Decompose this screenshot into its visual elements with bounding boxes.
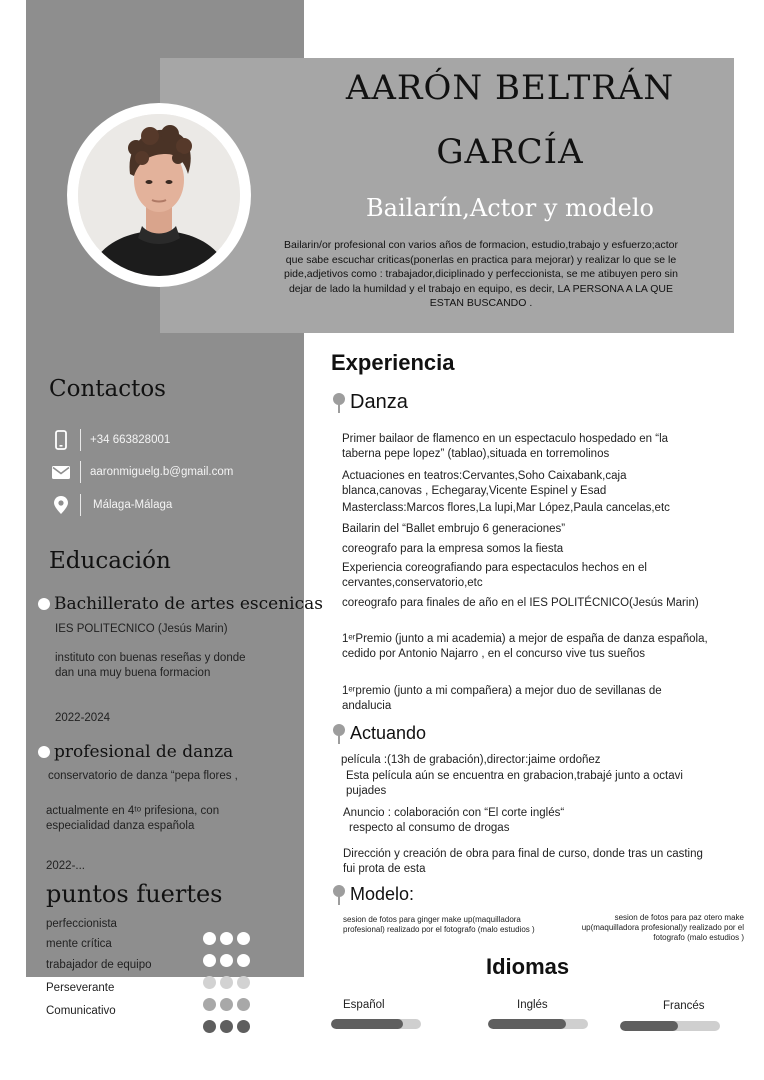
strengths-heading: puntos fuertes <box>46 880 223 908</box>
decor-dots-row <box>203 932 250 945</box>
portrait-illustration <box>78 114 240 276</box>
contact-location-row <box>52 493 172 517</box>
education-heading: Educación <box>49 548 171 574</box>
decor-dot <box>203 954 216 967</box>
strength-item: trabajador de equipo <box>46 959 152 971</box>
strength-item: Comunicativo <box>46 1005 116 1017</box>
profile-photo <box>78 114 240 276</box>
decor-dots-row <box>203 954 250 967</box>
acting-section-title: Actuando <box>350 723 427 743</box>
modeling-section-title: Modelo: <box>350 884 415 904</box>
decor-dot <box>220 976 233 989</box>
dance-section-heading <box>333 391 408 414</box>
acting-section-heading <box>333 723 426 744</box>
decor-dots-row <box>203 976 250 989</box>
pin-icon <box>333 885 345 905</box>
language-level-fill <box>620 1021 678 1031</box>
profession-subtitle: Bailarín,Actor y modelo <box>366 194 654 222</box>
language-level-bar <box>488 1019 588 1029</box>
decor-dot <box>220 998 233 1011</box>
dance-item: Masterclass:Marcos flores,La lupi,Mar López,Paula cancelas,etc <box>342 502 670 514</box>
modeling-section-heading <box>333 884 414 905</box>
experience-heading: Experiencia <box>331 350 455 375</box>
dance-item: coreografo para finales de año en el IES POLITÉCNICO(Jesús Marin) <box>342 597 699 609</box>
acting-item: Dirección y creación de obra para final de curso, donde tras un casting fui prota de esta <box>343 848 703 875</box>
contact-location: Málaga-Málaga <box>93 499 173 511</box>
location-pin-icon <box>52 494 70 516</box>
contacts-heading: Contactos <box>49 376 166 402</box>
contact-separator <box>80 429 81 451</box>
contact-separator <box>80 494 81 516</box>
modeling-item: sesion de fotos para paz otero make up(maquilladora profesional)y realizado por el fotografo (malo estudios ) <box>581 913 744 942</box>
contact-phone[interactable]: +34 663828001 <box>90 434 171 446</box>
decor-dot <box>203 998 216 1011</box>
education-title-text: Bachillerato de artes escenicas <box>54 594 323 614</box>
language-level-bar <box>331 1019 421 1029</box>
dance-item: Experiencia coreografiando para espectaculos hechos en el cervantes,conservatorio,etc <box>342 562 647 589</box>
education-item-title <box>38 594 323 614</box>
decor-dot <box>203 932 216 945</box>
strength-item: perfeccionista <box>46 918 117 930</box>
dance-item: Primer bailaor de flamenco en un espectaculo hospedado en “la taberna pepe lopez” (tablao),situada en torremolinos <box>342 433 669 460</box>
acting-item: Anuncio : colaboración con “El corte inglés“ <box>343 807 565 819</box>
modeling-item: sesion de fotos para ginger make up(maquilladora profesional) realizado por el fotografo (malo estudios ) <box>343 915 535 934</box>
education-title-text: profesional de danza <box>54 742 234 762</box>
education-description: instituto con buenas reseñas y donde dan una muy buena formacion <box>55 652 246 679</box>
acting-item: respecto al consumo de drogas <box>349 822 510 834</box>
profile-summary: Bailarin/or profesional con varios años de formacion, estudio,trabajo y esfuerzo;actor que sabe escuchar criticas(ponerlas en practica para mejorar) y realizar lo que se le pide,adjetivos como : trabajador,diciplinado y perfeccionista, se me atibuyen pero sin dejar de lado la humildad y el trabajo en equipo, es decir, LA PERSONA A LA QUE ESTAN BUSCANDO . <box>284 239 678 309</box>
acting-item: Esta película aún se encuentra en grabacion,trabajé junto a octavi pujades <box>346 770 683 797</box>
language-name: Español <box>343 999 385 1011</box>
education-school: conservatorio de danza “pepa flores , <box>48 770 238 782</box>
language-name: Francés <box>663 1000 705 1012</box>
education-item-title <box>38 742 233 762</box>
mail-icon <box>52 461 70 483</box>
phone-icon <box>52 429 70 451</box>
education-years: 2022-2024 <box>55 712 110 724</box>
languages-heading: Idiomas <box>486 954 570 979</box>
bullet-dot-icon <box>38 598 50 610</box>
pin-icon <box>333 724 345 744</box>
bullet-dot-icon <box>38 746 50 758</box>
decor-dot <box>220 1020 233 1033</box>
decor-dots-row <box>203 1020 250 1033</box>
education-description: actualmente en 4ᵗᵒ prifesiona, con especialidad danza española <box>46 805 220 832</box>
decor-dot <box>220 932 233 945</box>
decor-dot <box>237 954 250 967</box>
contact-email-row <box>52 460 233 484</box>
dance-item: Bailarin del “Ballet embrujo 6 generaciones” <box>342 523 566 535</box>
decor-dot <box>203 976 216 989</box>
dance-item: 1ᵉʳpremio (junto a mi compañera) a mejor duo de sevillanas de andalucia <box>342 685 662 712</box>
dance-item: Actuaciones en teatros:Cervantes,Soho Caixabank,caja blanca,canovas , Echegaray,Vicente Espinel y Esad <box>342 470 627 497</box>
dance-item: 1ᵉʳPremio (junto a mi academia) a mejor de españa de danza española, cedido por Antonio Najarro , en el concurso vive tus sueños <box>342 633 708 660</box>
decor-dot <box>220 954 233 967</box>
acting-item: película :(13h de grabación),director:jaime ordoñez <box>341 754 601 766</box>
dance-item: coreografo para la empresa somos la fiesta <box>342 543 564 555</box>
language-name: Inglés <box>517 999 548 1011</box>
decor-dot <box>237 932 250 945</box>
contact-email[interactable]: aaronmiguelg.b@gmail.com <box>90 466 234 478</box>
language-level-fill <box>331 1019 403 1029</box>
decor-dot <box>237 976 250 989</box>
decor-dot <box>237 1020 250 1033</box>
contact-phone-row <box>52 428 170 452</box>
name-line-2: GARCÍA <box>436 132 584 172</box>
strength-item: Perseverante <box>46 982 115 994</box>
name-line-1: AARÓN BELTRÁN <box>345 68 675 108</box>
decor-dot <box>237 998 250 1011</box>
language-level-bar <box>620 1021 720 1031</box>
strength-item: mente crítica <box>46 938 112 950</box>
language-level-fill <box>488 1019 566 1029</box>
decor-dot <box>203 1020 216 1033</box>
education-years: 2022-... <box>46 860 85 872</box>
contact-separator <box>80 461 81 483</box>
decor-dots-row <box>203 998 250 1011</box>
pin-icon <box>333 393 345 413</box>
dance-section-title: Danza <box>350 391 408 413</box>
education-school: IES POLITECNICO (Jesús Marin) <box>55 623 228 635</box>
